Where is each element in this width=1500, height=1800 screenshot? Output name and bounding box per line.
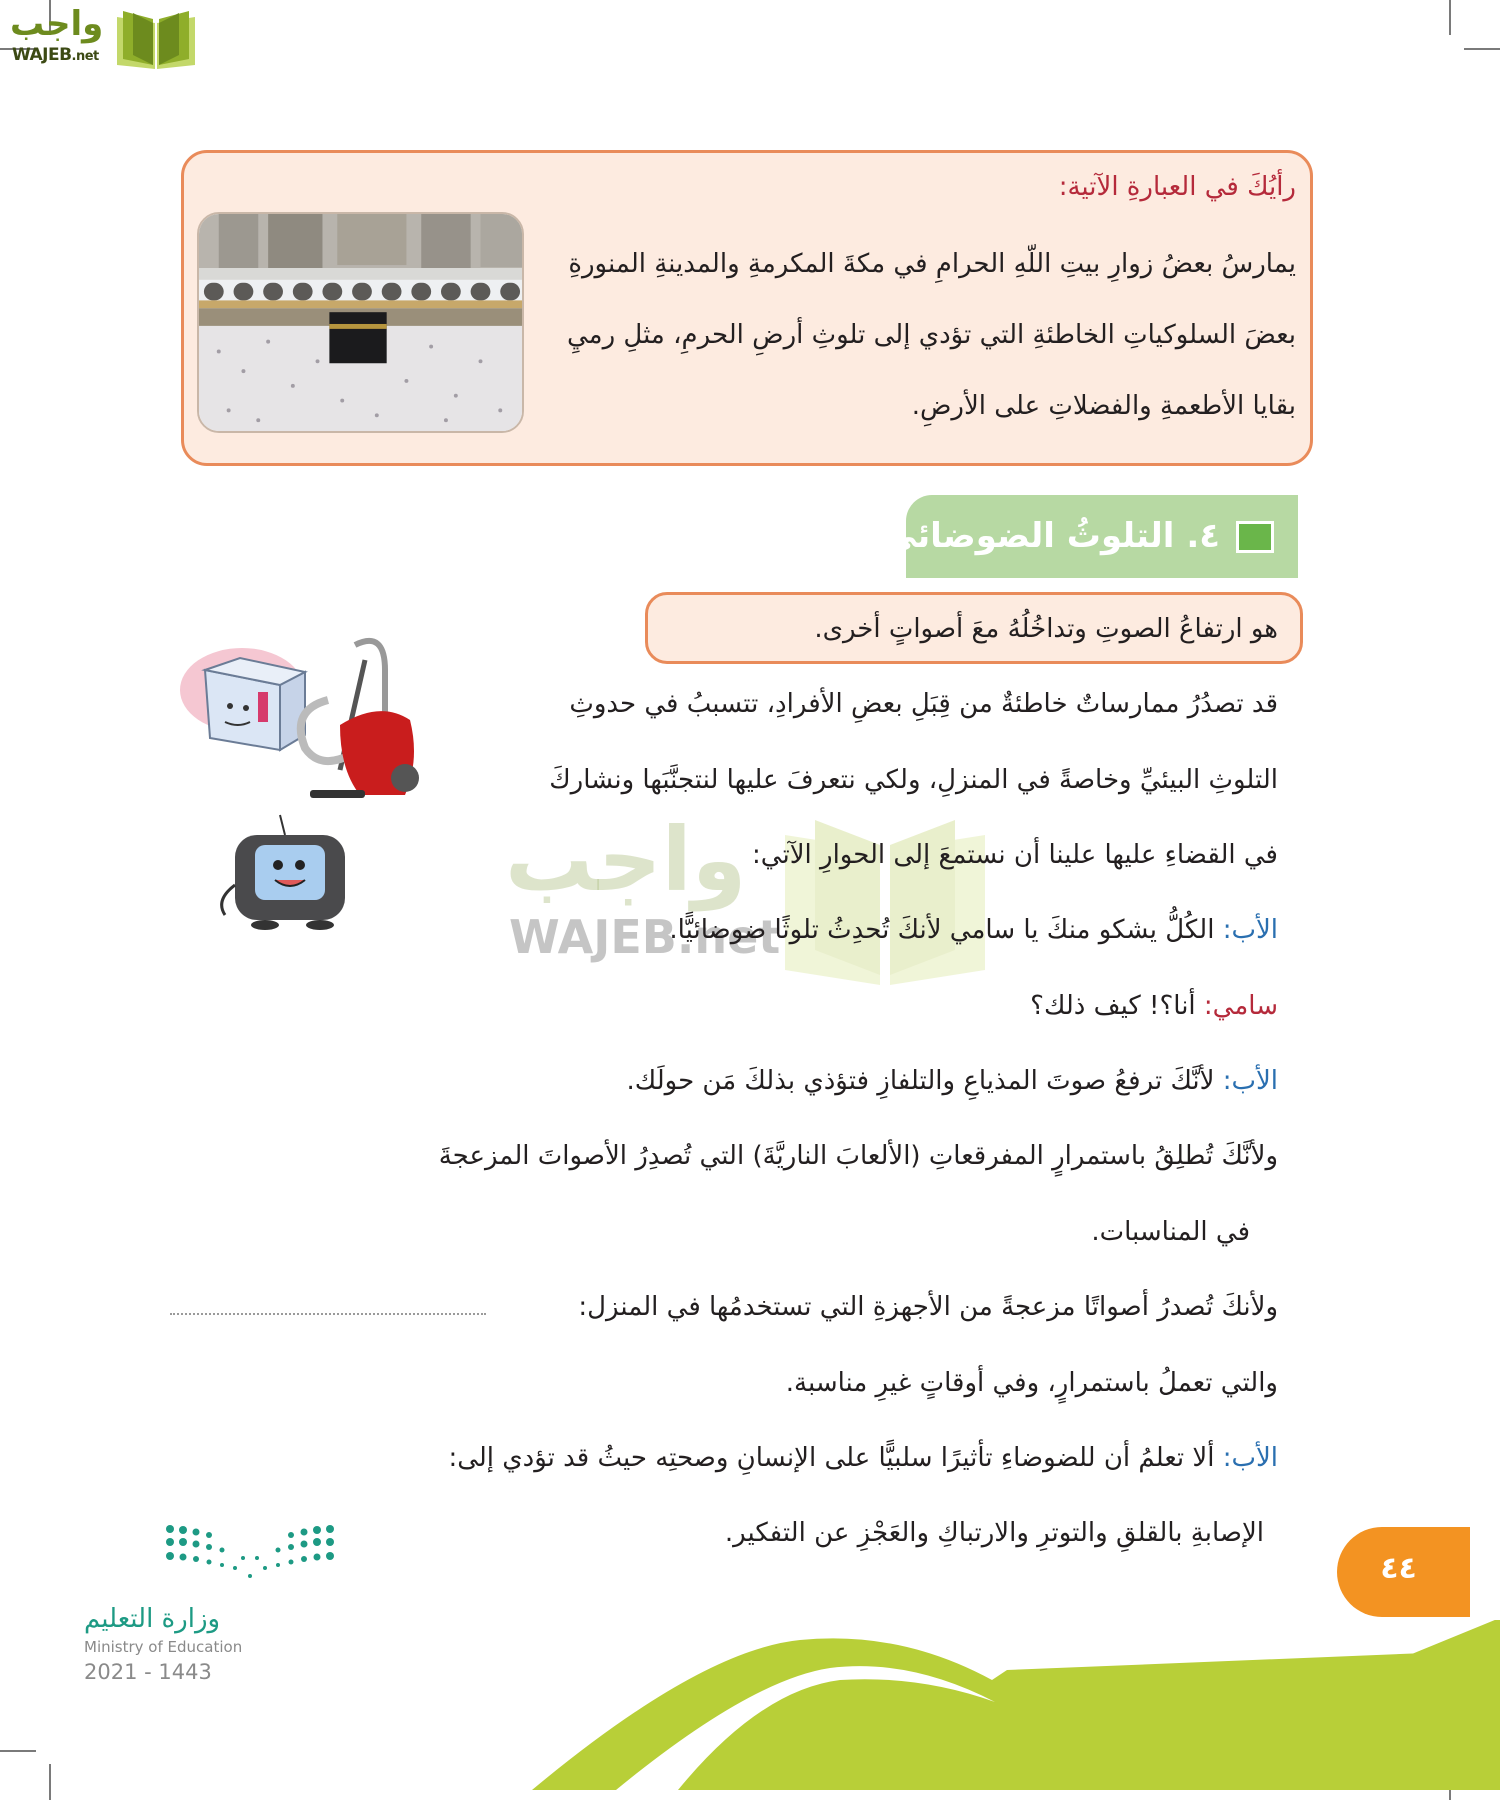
decorative-swoosh [500,1620,1500,1800]
appliances-illustration [180,630,440,930]
dialogue-line: في المناسبات. [1091,1217,1250,1247]
crop-mark [1449,0,1451,35]
definition-text: هو ارتفاعُ الصوتِ وتداخُلُهُ معَ أصواتٍ أخرى. [814,614,1278,644]
ministry-dots-icon [165,1524,335,1584]
intro-line: التلوثِ البيئيِّ وخاصةً في المنزلِ، ولكي نتعرفَ عليها لنتجنَّبَها ونشاركَ [549,765,1278,795]
opinion-line: يمارسُ بعضُ زوارِ بيتِ اللّهِ الحرامِ في مكةَ المكرمةِ والمدينةِ المنورةِ [568,249,1296,279]
opinion-box [181,150,1313,466]
page-number: ٤٤ [1380,1551,1417,1586]
logo-latin-text: WAJEB.net [12,45,99,65]
book-icon [115,9,197,69]
washing-machine-icon [180,648,305,750]
edition-year: 2021 - 1443 [84,1660,212,1684]
crop-mark [0,1750,36,1752]
dialogue-line: الأب: لأنَّكَ ترفعُ صوتَ المذياعِ والتلفازِ فتؤذي بذلكَ مَن حولَك. [626,1066,1278,1096]
ministry-logo [80,1512,340,1682]
crop-mark [1464,48,1500,50]
vacuum-cleaner-icon [301,641,419,798]
dialogue-line: سامي: أنا؟! كيف ذلك؟ [1030,991,1278,1021]
opinion-title: رأيُكَ في العبارةِ الآتية: [1058,172,1296,202]
watermark-latin: WAJEB.net [509,910,781,964]
speaker-father: الأب: [1222,915,1278,945]
dialogue-line: ولأنَّكَ تُطلِقُ باستمرارٍ المفرقعاتِ (الألعابَ الناريَّةَ) التي تُصدِرُ الأصواتَ المزعجةَ [438,1141,1278,1171]
section-title: ٤. التلوثُ الضوضائي: [869,516,1220,556]
ministry-arabic-name: وزارة التعليم [84,1604,221,1634]
opinion-text [506,229,1296,442]
speaker-father: الأب: [1222,1443,1278,1473]
page-number-badge [1337,1527,1470,1617]
section-heading [869,495,1298,578]
section-bullet-icon [1236,521,1274,553]
intro-line: قد تصدُرُ ممارساتٌ خاطئةٌ من قِبَلِ بعضِ الأفرادِ، تتسببُ في حدوثِ [569,689,1278,719]
logo-arabic-text: واجب [10,4,104,44]
opinion-line: بعضَ السلوكياتِ الخاطئةِ التي تؤدي إلى تلوثِ أرضِ الحرمِ، مثلِ رميِ [566,320,1296,350]
dialogue-line: والتي تعملُ باستمرارٍ، وفي أوقاتٍ غيرِ مناسبة. [785,1368,1278,1398]
dialogue-line: الأب: الكُلُّ يشكو منكَ يا سامي لأنكَ تُحدِثُ تلوثًا ضوضائيًّا. [669,915,1278,945]
watermark-arabic: واجب [505,808,747,911]
intro-line: في القضاءِ عليها علينا أن نستمعَ إلى الحوارِ الآتي: [752,840,1278,870]
definition-box [645,592,1303,664]
ministry-english-name: Ministry of Education [84,1638,243,1656]
wajeb-logo[interactable] [10,6,190,68]
crop-mark [49,1764,51,1800]
speaker-father: الأب: [1222,1066,1278,1096]
kaaba-photo [197,212,524,433]
dialogue-line: ولأنكَ تُصدرُ أصواتًا مزعجةً من الأجهزةِ التي تستخدمُها في المنزل: [578,1292,1278,1322]
speaker-sami: سامي: [1203,991,1278,1021]
opinion-line: بقايا الأطعمةِ والفضلاتِ على الأرضِ. [911,391,1296,421]
fill-in-blank-line[interactable] [170,1313,486,1315]
dialogue-line: الأب: ألا تعلمُ أن للضوضاءِ تأثيرًا سلبيًّا على الإنسانِ وصحتِه حيثُ قد تؤدي إلى: [448,1443,1278,1473]
tv-cartoon-icon [222,815,345,930]
dialogue-line: الإصابةِ بالقلقِ والتوترِ والارتباكِ والعَجْزِ عن التفكير. [724,1518,1264,1548]
